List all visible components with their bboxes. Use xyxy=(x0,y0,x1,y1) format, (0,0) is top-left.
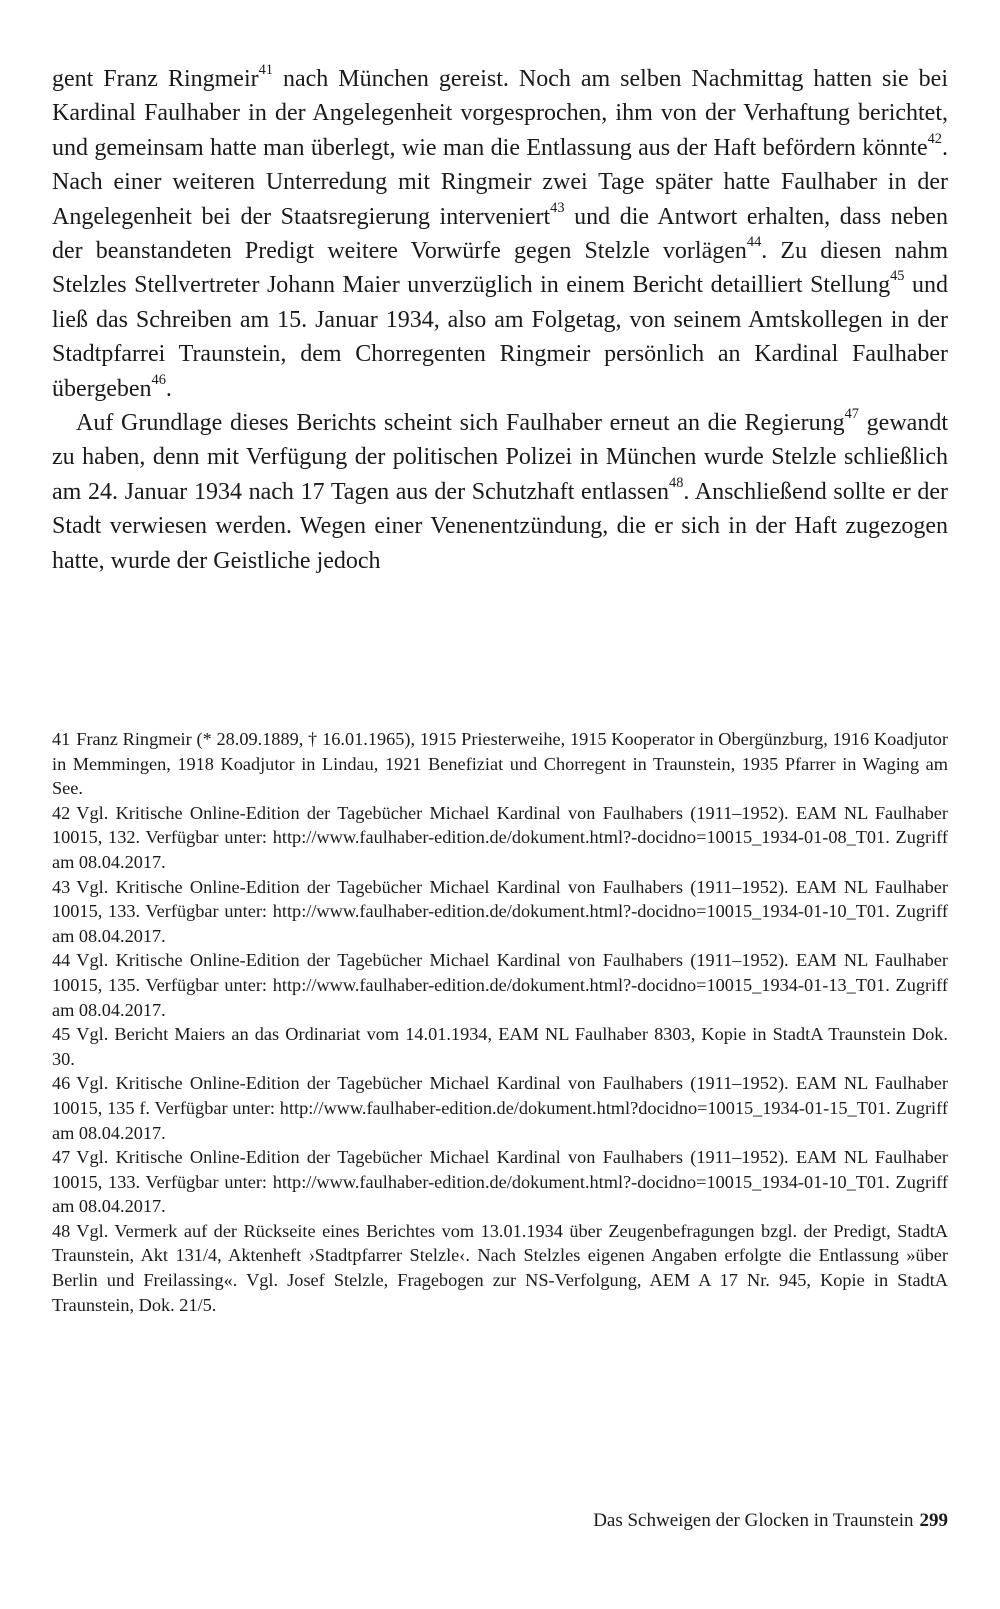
footnote-42 xyxy=(52,801,948,875)
footnote-ref: 47 xyxy=(844,405,859,422)
footnote-43 xyxy=(52,875,948,949)
footnote-ref: 45 xyxy=(890,268,905,285)
footnote-46 xyxy=(52,1071,948,1145)
running-footer xyxy=(593,1510,948,1532)
footnote-number: 45 xyxy=(52,1024,71,1045)
footnote-ref: 48 xyxy=(669,474,684,491)
footnotes xyxy=(52,727,948,1317)
footnote-ref: 46 xyxy=(151,371,166,388)
footnote-ref: 41 xyxy=(258,61,273,78)
footnote-ref: 44 xyxy=(746,233,762,250)
footnote-number: 47 xyxy=(52,1147,71,1168)
footnote-text: Vgl. Kritische Online-Edition der Tagebücher Michael Kardinal von Faulhabers (1911–1952). EAM NL Faulhaber 10015, 133. Verfügbar unter: http://www.faulhaber-edition.de/dokument.html?-docidno=10015_1934-01-10_T01. Zugriff am 08.04.2017. xyxy=(52,876,948,946)
paragraph-2: Auf Grundlage dieses Berichts scheint sich Faulhaber erneut an die Regierung$^{47}$ gewandt zu haben, denn mit Verfügung der politischen Polizei in München wurde Stelzle schließlich am 24. Januar 1934 nach 17 Tagen aus der Schutzhaft entlassen$^{48}$. Anschließend sollte er der Stadt verwiesen werden. Wegen einer Venenentzündung, die er sich in der Haft zugezogen hatte, wurde der Geistliche jedoch xyxy=(52,405,948,574)
page-number: 299 xyxy=(919,1510,948,1531)
footnote-text: Franz Ringmeir (* 28.09.1889, † 16.01.1965), 1915 Priesterweihe, 1915 Kooperator in Obergünzburg, 1916 Koadjutor in Memmingen, 1918 Koadjutor in Lindau, 1921 Benefiziat und Chorregent in Traunstein, 1935 Pfarrer in Waging am See. xyxy=(52,729,948,799)
footnote-text: Vgl. Kritische Online-Edition der Tagebücher Michael Kardinal von Faulhabers (1911–1952). EAM NL Faulhaber 10015, 135 f. Verfügbar unter: http://www.faulhaber-edition.de/dokument.html?docidno=10015_1934-01-15_T01. Zugriff am 08.04.2017. xyxy=(52,1073,948,1143)
footnote-text: Vgl. Kritische Online-Edition der Tagebücher Michael Kardinal von Faulhabers (1911–1952). EAM NL Faulhaber 10015, 133. Verfügbar unter: http://www.faulhaber-edition.de/dokument.html?-docidno=10015_1934-01-10_T01. Zugriff am 08.04.2017. xyxy=(52,1147,948,1217)
footnote-number: 46 xyxy=(52,1073,71,1094)
footnote-44 xyxy=(52,948,948,1022)
footnote-number: 44 xyxy=(52,950,71,971)
footnote-ref: 43 xyxy=(550,199,565,216)
footnote-45 xyxy=(52,1022,948,1071)
main-text xyxy=(52,62,948,578)
footnote-48 xyxy=(52,1219,948,1317)
footnote-text: Vgl. Kritische Online-Edition der Tagebücher Michael Kardinal von Faulhabers (1911–1952). EAM NL Faulhaber 10015, 132. Verfügbar unter: http://www.faulhaber-edition.de/dokument.html?-docidno=10015_1934-01-08_T01. Zugriff am 08.04.2017. xyxy=(52,802,948,872)
footnote-number: 43 xyxy=(52,876,71,897)
running-title: Das Schweigen der Glocken in Traunstein xyxy=(593,1510,914,1531)
footnote-ref: 42 xyxy=(927,130,942,147)
footnote-number: 41 xyxy=(52,729,71,749)
footnote-text: Vgl. Kritische Online-Edition der Tagebücher Michael Kardinal von Faulhabers (1911–1952). EAM NL Faulhaber 10015, 135. Verfügbar unter: http://www.faulhaber-edition.de/dokument.html?-docidno=10015_1934-01-13_T01. Zugriff am 08.04.2017. xyxy=(52,950,948,1020)
footnote-text: Vgl. Vermerk auf der Rückseite eines Berichtes vom 13.01.1934 über Zeugenbefragungen bzgl. der Predigt, StadtA Traunstein, Akt 131/4, Aktenheft ›Stadtpfarrer Stelzle‹. Nach Stelzles eigenen Angaben erfolgte die Entlassung »über Berlin und Freilassing«. Vgl. Josef Stelzle, Fragebogen zur NS-Verfolgung, AEM A 17 Nr. 945, Kopie in StadtA Traunstein, Dok. 21/5. xyxy=(52,1220,948,1315)
footnote-41 xyxy=(52,727,948,801)
footnote-text: Vgl. Bericht Maiers an das Ordinariat vom 14.01.1934, EAM NL Faulhaber 8303, Kopie in StadtA Traunstein Dok. 30. xyxy=(52,1024,948,1069)
paragraph-1: gent Franz Ringmeir$^{41}$ nach München gereist. Noch am selben Nachmittag hatten sie bei Kardinal Faulhaber in der Angelegenheit vorgesprochen, ihm von der Verhaftung berichtet, und gemeinsam hatte man überlegt, wie man die Entlassung aus der Haft befördern könnte$^{42}$. Nach einer weiteren Unterredung mit Ringmeir zwei Tage später hatte Faulhaber in der Angelegenheit bei der Staatsregierung interveniert$^{43}$ und die Antwort erhalten, dass neben der beanstandeten Predigt weitere Vorwürfe gegen Stelzle vorlägen$^{44}$. Zu diesen nahm Stelzles Stellvertreter Johann Maier unverzüglich in einem Bericht detailliert Stellung$^{45}$ und ließ das Schreiben am 15. Januar 1934, also am Folgetag, von seinem Amtskollegen in der Stadtpfarrei Traunstein, dem Chorregenten Ringmeir persönlich an Kardinal Faulhaber übergeben$^{46}$. xyxy=(52,61,949,402)
footnote-number: 48 xyxy=(52,1220,71,1241)
footnote-47 xyxy=(52,1145,948,1219)
footnote-number: 42 xyxy=(52,802,71,823)
